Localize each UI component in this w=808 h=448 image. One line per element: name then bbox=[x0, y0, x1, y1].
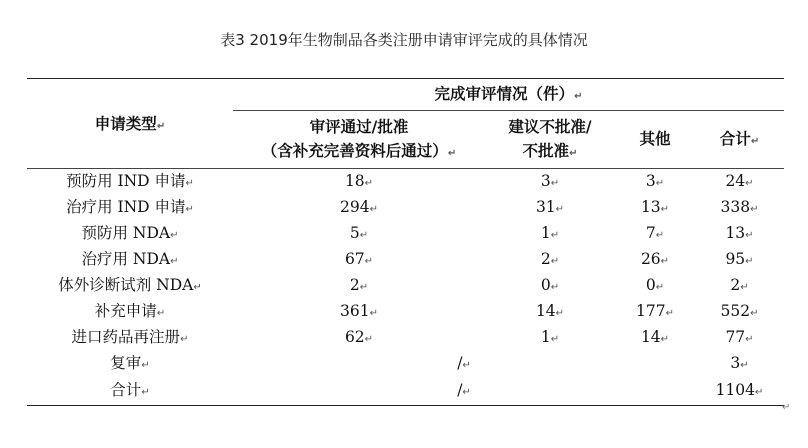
cell-approved: 62↵ bbox=[344, 328, 374, 346]
cell-merged: /↵ bbox=[457, 381, 471, 399]
cell-rejected: 31↵ bbox=[535, 198, 565, 216]
rejected-header: 建议不批准/ 不批准↵ bbox=[508, 117, 592, 160]
cell-other: 177↵ bbox=[636, 302, 674, 320]
cell-total: 24↵ bbox=[725, 172, 754, 190]
cell-total: 2↵ bbox=[730, 276, 749, 294]
cell-merged: /↵ bbox=[457, 354, 471, 372]
cell-approved: 67↵ bbox=[344, 250, 374, 268]
table-top-rule bbox=[27, 78, 784, 79]
cell-total: 552↵ bbox=[720, 302, 759, 320]
total-header: 合计↵ bbox=[719, 129, 760, 148]
cell-other: 13↵ bbox=[640, 198, 670, 216]
cell-total: 338↵ bbox=[720, 198, 759, 216]
group-header: 完成审评情况（件）↵ bbox=[434, 84, 583, 103]
cell-approved: 2↵ bbox=[349, 276, 369, 294]
row-label: 体外诊断试剂 NDA↵ bbox=[58, 276, 202, 294]
cell-total: 77↵ bbox=[725, 328, 754, 346]
row-label: 补充申请↵ bbox=[94, 302, 166, 320]
cell-approved: 361↵ bbox=[340, 302, 378, 320]
row-label: 复审↵ bbox=[110, 354, 150, 372]
cell-other: 0↵ bbox=[645, 276, 665, 294]
cell-rejected: 14↵ bbox=[535, 302, 565, 320]
cell-rejected: 0↵ bbox=[540, 276, 560, 294]
cell-other: 3↵ bbox=[645, 172, 665, 190]
cell-approved: 18↵ bbox=[344, 172, 374, 190]
table-caption: 表3 2019年生物制品各类注册申请审评完成的具体情况 bbox=[220, 31, 588, 49]
cell-other: 26↵ bbox=[640, 250, 670, 268]
row-label: 治疗用 NDA↵ bbox=[81, 250, 179, 268]
group-header-rule bbox=[233, 110, 784, 111]
cell-other: 7↵ bbox=[645, 224, 665, 242]
cell-total: 3↵ bbox=[730, 354, 749, 372]
cell-total: 95↵ bbox=[725, 250, 754, 268]
approved-header: 审评通过/批准 （含补充完善资料后通过）↵ bbox=[261, 117, 457, 160]
side-mark: ↵ bbox=[782, 402, 791, 413]
cell-approved: 5↵ bbox=[349, 224, 369, 242]
cell-other: 14↵ bbox=[640, 328, 670, 346]
cell-rejected: 1↵ bbox=[540, 224, 560, 242]
cell-approved: 294↵ bbox=[340, 198, 378, 216]
cell-rejected: 3↵ bbox=[540, 172, 560, 190]
cell-total: 1104↵ bbox=[715, 381, 764, 399]
row-label-header: 申请类型↵ bbox=[94, 114, 166, 133]
cell-rejected: 2↵ bbox=[540, 250, 560, 268]
other-header: 其他 bbox=[639, 129, 671, 148]
row-label: 治疗用 IND 申请↵ bbox=[66, 198, 194, 216]
row-label: 合计↵ bbox=[110, 381, 150, 399]
row-label: 预防用 IND 申请↵ bbox=[66, 172, 194, 190]
cell-total: 13↵ bbox=[725, 224, 754, 242]
row-label: 进口药品再注册↵ bbox=[71, 328, 189, 346]
cell-rejected: 1↵ bbox=[540, 328, 560, 346]
row-label: 预防用 NDA↵ bbox=[81, 224, 179, 242]
